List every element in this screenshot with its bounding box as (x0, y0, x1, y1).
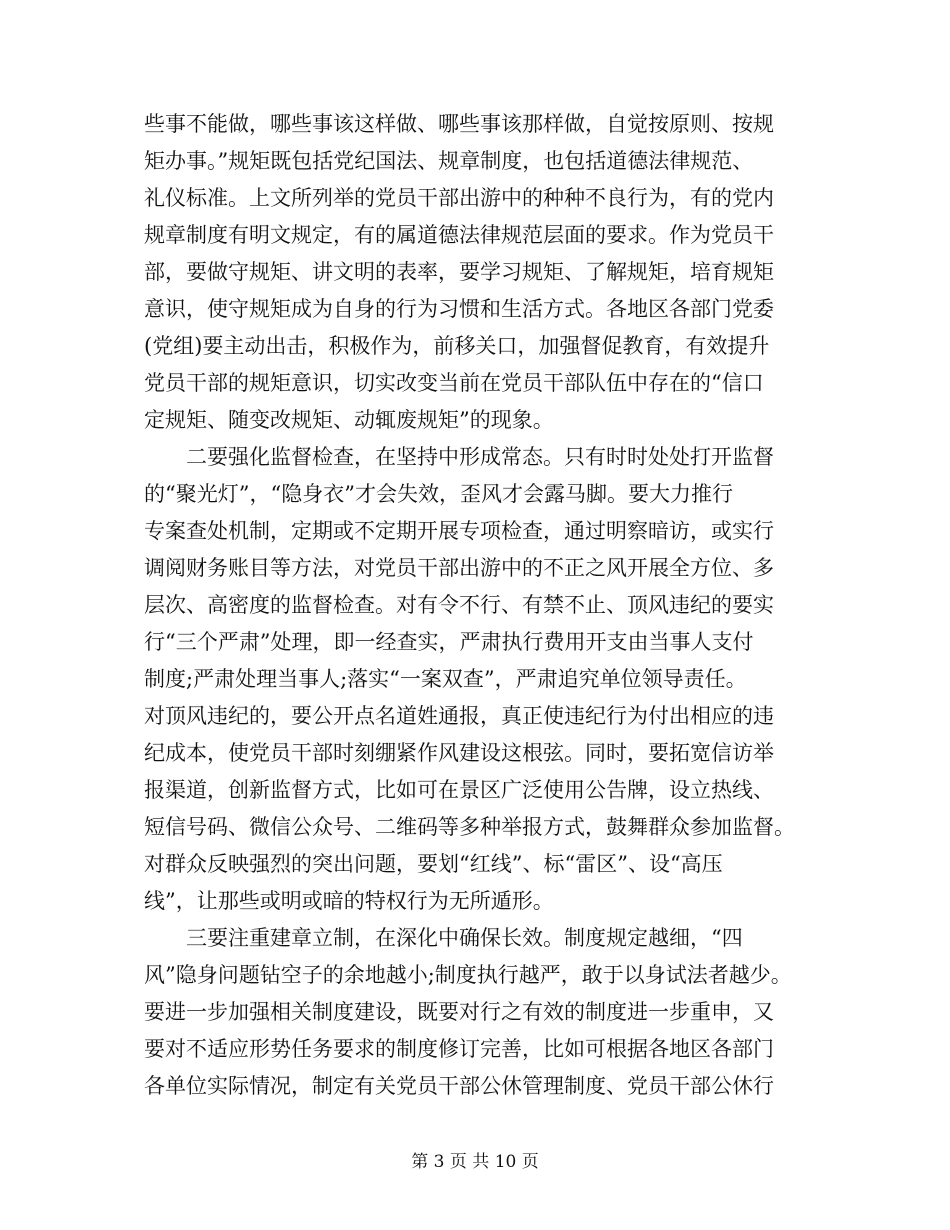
text-line: 制度;严肃处理当事人;落实“一案双查”，严肃追究单位领导责任。 (144, 667, 747, 691)
page-footer: 第 3 页 共 10 页 (411, 1152, 539, 1172)
text-line: 纪成本，使党员干部时刻绷紧作风建设这根弦。同时，要拓宽信访举 (144, 741, 774, 765)
text-line: 规章制度有明文规定，有的属道德法律规范层面的要求。作为党员干 (144, 223, 774, 247)
paragraph-start-line: 三要注重建章立制，在深化中确保长效。制度规定越细，“四 (144, 926, 743, 950)
text-line: 些事不能做，哪些事该这样做、哪些事该那样做，自觉按原则、按规 (144, 112, 774, 136)
text-line: 线”，让那些或明或暗的特权行为无所遁形。 (144, 889, 554, 913)
text-line: 行“三个严肃”处理，即一经查实，严肃执行费用开支由当事人支付 (144, 630, 754, 654)
text-line: (党组)要主动出击，积极作为，前移关口，加强督促教育，有效提升 (144, 334, 770, 358)
text-line: 礼仪标准。上文所列举的党员干部出游中的种种不良行为，有的党内 (144, 186, 774, 210)
text-line: 对群众反映强烈的突出问题，要划“红线”、标“雷区”、设“高压 (144, 852, 723, 876)
text-line: 定规矩、随变改规矩、动辄废规矩”的现象。 (144, 408, 554, 432)
text-line: 报渠道，创新监督方式，比如可在景区广泛使用公告牌，设立热线、 (144, 778, 774, 802)
text-line: 对顶风违纪的，要公开点名道姓通报，真正使违纪行为付出相应的违 (144, 704, 774, 728)
text-line: 层次、高密度的监督检查。对有令不行、有禁不止、顶风违纪的要实 (144, 593, 774, 617)
text-line: 要对不适应形势任务要求的制度修订完善，比如可根据各地区各部门 (144, 1037, 774, 1061)
text-line: 党员干部的规矩意识，切实改变当前在党员干部队伍中存在的“信口 (144, 371, 764, 395)
text-line: 风”隐身问题钻空子的余地越小;制度执行越严，敢于以身试法者越少。 (144, 963, 792, 987)
paragraph-start-line: 二要强化监督检查，在坚持中形成常态。只有时时处处打开监督 (144, 445, 774, 469)
text-line: 要进一步加强相关制度建设，既要对行之有效的制度进一步重申，又 (144, 1000, 774, 1024)
text-line: 专案查处机制，定期或不定期开展专项检查，通过明察暗访，或实行 (144, 519, 774, 543)
text-line: 意识，使守规矩成为自身的行为习惯和生活方式。各地区各部门党委 (144, 297, 774, 321)
text-line: 的“聚光灯”，“隐身衣”才会失效，歪风才会露马脚。要大力推行 (144, 482, 733, 506)
text-line: 各单位实际情况，制定有关党员干部公休管理制度、党员干部公休行 (144, 1074, 774, 1098)
text-line: 部，要做守规矩、讲文明的表率，要学习规矩、了解规矩，培育规矩 (144, 260, 774, 284)
text-line: 调阅财务账目等方法，对党员干部出游中的不正之风开展全方位、多 (144, 556, 774, 580)
text-line: 矩办事。”规矩既包括党纪国法、规章制度，也包括道德法律规范、 (144, 149, 754, 173)
text-line: 短信号码、微信公众号、二维码等多种举报方式，鼓舞群众参加监督。 (144, 815, 795, 839)
